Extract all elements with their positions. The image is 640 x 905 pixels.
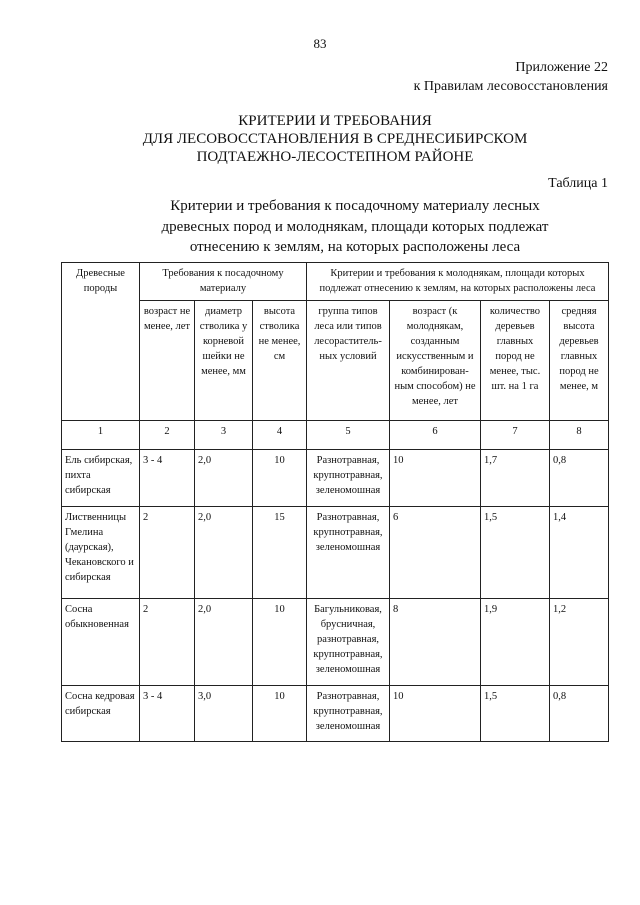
cell-tree-count: 1,7 xyxy=(481,450,550,507)
column-number: 3 xyxy=(195,421,253,450)
column-number-row xyxy=(62,421,609,450)
criteria-table xyxy=(61,262,609,742)
cell-young-age: 6 xyxy=(390,507,481,599)
table-row xyxy=(62,599,609,686)
cell-forest-type: Разнотравная, крупнотравная, зеленомошная xyxy=(307,507,390,599)
cell-height: 10 xyxy=(253,686,307,742)
column-number: 6 xyxy=(390,421,481,450)
header-young-age: возраст (к молоднякам, созданным искусственным и комбинирован-ным способом) не менее, лет xyxy=(390,301,481,421)
table-label: Таблица 1 xyxy=(548,176,608,191)
cell-species: Лиственницы Гмелина (даурская), Чекановского и сибирская xyxy=(62,507,140,599)
cell-average-height: 1,4 xyxy=(550,507,609,599)
cell-tree-count: 1,5 xyxy=(481,686,550,742)
document-title-line-3: ПОДТАЕЖНО-ЛЕСОСТЕПНОМ РАЙОНЕ xyxy=(196,149,474,165)
column-number: 2 xyxy=(140,421,195,450)
cell-tree-count: 1,5 xyxy=(481,507,550,599)
cell-forest-type: Багульниковая, брусничная, разнотравная, крупнотравная, зеленомошная xyxy=(307,599,390,686)
table-header-row-1 xyxy=(62,263,609,301)
header-planting-material: Требования к посадочному материалу xyxy=(140,263,307,301)
header-young-stands: Критерии и требования к молоднякам, площади которых подлежат отнесению к землям, на которых расположены леса xyxy=(307,263,609,301)
cell-diameter: 3,0 xyxy=(195,686,253,742)
cell-species: Сосна кедровая сибирская xyxy=(62,686,140,742)
table-caption-line-3: отнесению к землям, на которых расположены леса xyxy=(189,239,521,255)
cell-age: 2 xyxy=(140,507,195,599)
header-average-height: средняя высота деревьев главных пород не менее, м xyxy=(550,301,609,421)
column-number: 4 xyxy=(253,421,307,450)
cell-average-height: 0,8 xyxy=(550,450,609,507)
cell-forest-type: Разнотравная, крупнотравная, зеленомошная xyxy=(307,686,390,742)
cell-age: 2 xyxy=(140,599,195,686)
cell-young-age: 10 xyxy=(390,450,481,507)
header-diameter: диаметр стволика у корневой шейки не менее, мм xyxy=(195,301,253,421)
table-caption-line-2: древесных пород и молоднякам, площади которых подлежат xyxy=(161,219,549,235)
appendix-reference: к Правилам лесовосстановления xyxy=(413,79,608,94)
table-row xyxy=(62,450,609,507)
cell-tree-count: 1,9 xyxy=(481,599,550,686)
cell-diameter: 2,0 xyxy=(195,507,253,599)
table-row xyxy=(62,686,609,742)
cell-diameter: 2,0 xyxy=(195,450,253,507)
cell-age: 3 - 4 xyxy=(140,686,195,742)
cell-height: 10 xyxy=(253,599,307,686)
cell-forest-type: Разнотравная, крупнотравная, зеленомошная xyxy=(307,450,390,507)
header-height: высота стволика не менее, см xyxy=(253,301,307,421)
table-header-row-2 xyxy=(62,301,609,421)
cell-height: 10 xyxy=(253,450,307,507)
table-caption-line-1: Критерии и требования к посадочному материалу лесных xyxy=(170,198,540,214)
header-tree-count: количество деревьев главных пород не менее, тыс. шт. на 1 га xyxy=(481,301,550,421)
cell-diameter: 2,0 xyxy=(195,599,253,686)
page-number: 83 xyxy=(313,36,327,51)
header-species: Древесные породы xyxy=(62,263,140,421)
cell-average-height: 0,8 xyxy=(550,686,609,742)
appendix-title: Приложение 22 xyxy=(515,60,608,75)
document-title-line-2: ДЛЯ ЛЕСОВОССТАНОВЛЕНИЯ В СРЕДНЕСИБИРСКОМ xyxy=(142,131,528,147)
column-number: 8 xyxy=(550,421,609,450)
table-row xyxy=(62,507,609,599)
header-age: возраст не менее, лет xyxy=(140,301,195,421)
cell-average-height: 1,2 xyxy=(550,599,609,686)
column-number: 7 xyxy=(481,421,550,450)
column-number: 1 xyxy=(62,421,140,450)
cell-young-age: 10 xyxy=(390,686,481,742)
document-title-line-1: КРИТЕРИИ И ТРЕБОВАНИЯ xyxy=(238,113,432,129)
cell-young-age: 8 xyxy=(390,599,481,686)
cell-age: 3 - 4 xyxy=(140,450,195,507)
column-number: 5 xyxy=(307,421,390,450)
cell-species: Сосна обыкновенная xyxy=(62,599,140,686)
header-forest-type: группа типов леса или типов лесораститель-ных условий xyxy=(307,301,390,421)
cell-species: Ель сибирская, пихта сибирская xyxy=(62,450,140,507)
cell-height: 15 xyxy=(253,507,307,599)
